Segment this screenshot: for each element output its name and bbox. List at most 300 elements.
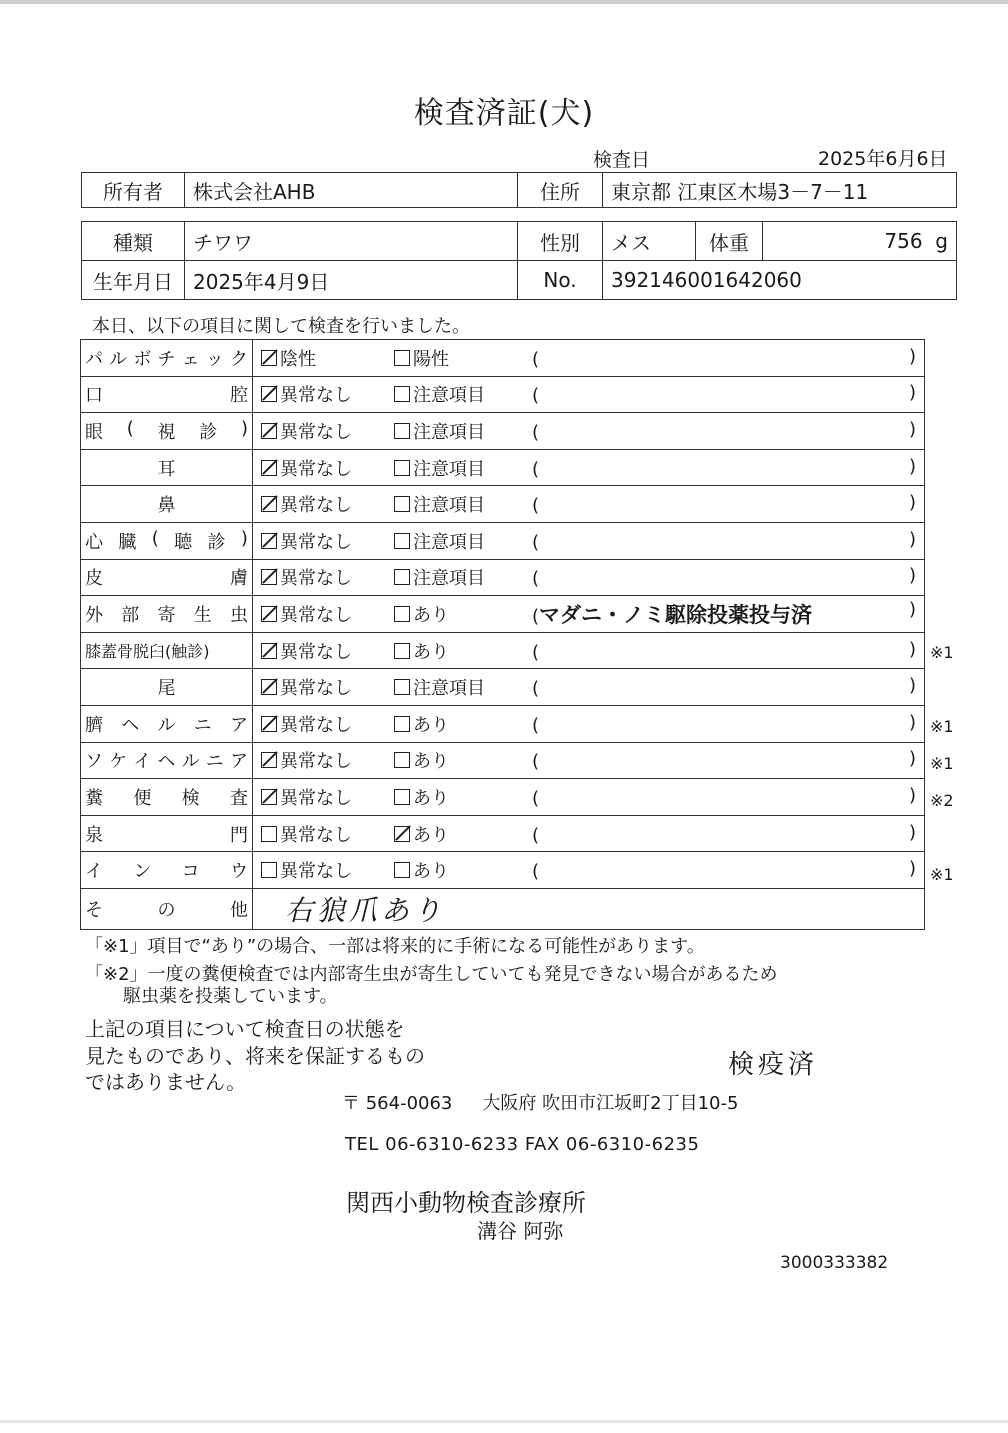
birth-value: 2025年4月9日	[185, 261, 518, 300]
check-row-other	[81, 888, 925, 929]
pet-info-table	[81, 221, 957, 300]
check-note	[524, 705, 925, 742]
check-item-char: 腔	[230, 385, 248, 407]
check-item-label	[81, 449, 253, 486]
check-item-label	[81, 669, 253, 706]
paren-open: (	[532, 348, 540, 370]
footnote-mark: ※1	[930, 753, 954, 773]
note-parentheses	[532, 529, 916, 553]
check-item-label	[81, 779, 253, 816]
check-item-char: 外	[85, 604, 103, 626]
check-option	[253, 559, 395, 596]
check-option	[394, 742, 524, 779]
note-open	[532, 492, 539, 516]
check-item-char: 診	[199, 421, 218, 443]
paren-close: )	[908, 492, 916, 514]
check-item-char: ニ	[193, 714, 212, 736]
checked-box-icon	[261, 533, 277, 549]
check-option-label: 陽性	[413, 348, 449, 370]
note-parentheses	[532, 565, 916, 589]
check-row	[81, 596, 925, 633]
number-label: No.	[518, 261, 603, 300]
footnote-1: 「※1」項目で“あり”の場合、一部は将来的に手術になる可能性があります。	[85, 936, 705, 957]
check-row	[81, 815, 925, 852]
paren-open: (	[532, 751, 540, 773]
check-option-label: 注意項目	[413, 568, 485, 590]
note-parentheses	[532, 492, 916, 516]
check-note	[524, 376, 925, 413]
check-option	[394, 559, 524, 596]
check-option	[253, 413, 395, 450]
footnote-mark: ※1	[930, 717, 954, 736]
paren-open: (	[532, 861, 540, 883]
check-item-char: 臓	[118, 531, 137, 553]
paren-open: (	[532, 495, 540, 517]
note-parentheses	[532, 822, 916, 846]
check-note	[524, 742, 925, 779]
paren-open: (	[532, 641, 540, 663]
note-open	[532, 858, 539, 882]
checkbox-icon	[394, 716, 410, 732]
check-item-char: ェ	[181, 348, 200, 370]
other-label-char: 他	[230, 899, 248, 921]
note-parentheses	[532, 599, 916, 629]
paren-open: (	[532, 531, 540, 553]
check-option	[253, 705, 395, 742]
check-item-char: ヘ	[157, 751, 176, 773]
check-item-char: (	[151, 527, 159, 549]
footnote-mark: ※1	[930, 864, 954, 884]
note-open	[532, 748, 539, 772]
note-parentheses	[532, 748, 916, 772]
check-option	[253, 852, 395, 889]
check-option	[394, 705, 524, 742]
check-option-label: 異常なし	[280, 641, 352, 663]
other-value-cell	[253, 888, 925, 929]
other-label-text	[85, 896, 248, 922]
check-item-char: 門	[230, 824, 248, 846]
check-item-label	[81, 486, 253, 523]
check-item-char: )	[240, 527, 248, 549]
check-item-char: 膚	[230, 568, 248, 590]
paren-close: )	[908, 748, 916, 770]
other-handwritten-value: 右狼爪あり	[285, 893, 446, 927]
checked-box-icon	[261, 752, 277, 768]
check-item-char: ル	[157, 714, 176, 736]
check-item-char: 聴	[174, 531, 193, 553]
footnote-2: 「※2」一度の糞便検査では内部寄生虫が寄生していても発見できない場合があるため	[85, 964, 778, 985]
checked-box-icon	[261, 423, 277, 439]
footnote-2-cont: 駆虫薬を投薬しています。	[123, 986, 338, 1007]
check-item-char: 口	[85, 385, 103, 407]
note-open	[532, 639, 539, 663]
check-option-label: 異常なし	[280, 861, 352, 883]
check-item-char: ン	[133, 861, 152, 883]
check-note	[524, 815, 925, 852]
paren-close: )	[908, 565, 916, 587]
checked-box-icon	[261, 716, 277, 732]
exam-checklist	[80, 339, 925, 930]
check-item-text	[85, 784, 248, 810]
check-row	[81, 669, 925, 706]
checkbox-icon	[394, 423, 410, 439]
check-option	[394, 340, 524, 377]
checkbox-icon	[394, 496, 410, 512]
check-item-label	[81, 632, 253, 669]
check-option-label: 異常なし	[280, 751, 352, 773]
check-option-label: 異常なし	[280, 604, 352, 626]
checked-box-icon	[261, 496, 277, 512]
check-item-label	[81, 376, 253, 413]
note-open	[532, 599, 812, 629]
checked-box-icon	[261, 350, 277, 366]
check-item-text	[85, 857, 248, 883]
check-item-name: 膝蓋骨脱臼(触診)	[85, 642, 210, 662]
paren-open: (	[532, 714, 540, 736]
paren-open: (	[532, 678, 540, 700]
owner-table	[81, 172, 957, 208]
check-option-label: 異常なし	[280, 385, 352, 407]
check-item-text	[85, 564, 248, 590]
check-item-text	[85, 711, 248, 737]
check-item-char: コ	[181, 861, 200, 883]
check-option-label: 陰性	[280, 348, 316, 370]
check-item-char: 検	[181, 787, 200, 809]
checkbox-icon	[394, 533, 410, 549]
check-item-char: ル	[181, 751, 200, 773]
check-option	[394, 486, 524, 523]
check-item-char: 便	[133, 787, 152, 809]
checkbox-icon	[394, 569, 410, 585]
check-item-char: パ	[85, 348, 103, 370]
document-title: 検査済証(犬)	[413, 96, 595, 131]
check-row	[81, 632, 925, 669]
paren-close: )	[908, 711, 916, 733]
check-option	[394, 596, 524, 633]
check-option-label: 異常なし	[280, 824, 352, 846]
check-note	[524, 413, 925, 450]
check-option-label: あり	[413, 751, 449, 773]
check-note	[524, 779, 925, 816]
sex-value: メス	[603, 222, 696, 261]
check-item-text	[85, 455, 248, 481]
note-text: マダニ・ノミ駆除投薬投与済	[539, 602, 813, 627]
paren-open: (	[532, 458, 540, 480]
paren-open: (	[532, 605, 540, 627]
check-item-char: ウ	[229, 861, 248, 883]
check-option	[394, 376, 524, 413]
check-option-label: 異常なし	[280, 421, 352, 443]
check-item-label	[81, 742, 253, 779]
check-item-label	[81, 852, 253, 889]
note-parentheses	[532, 382, 916, 406]
check-item-text	[85, 821, 248, 847]
exam-date-value: 2025年6月6日	[818, 148, 948, 170]
address-value: 東京都 江東区木場3－7－11	[603, 173, 957, 208]
note-open	[532, 529, 539, 553]
check-item-char: ル	[109, 348, 128, 370]
check-item-label	[81, 705, 253, 742]
checked-box-icon	[261, 569, 277, 585]
check-item-char: ニ	[205, 751, 224, 773]
check-note	[524, 486, 925, 523]
check-option	[253, 815, 395, 852]
check-item-char: 部	[121, 604, 140, 626]
check-item-text	[85, 601, 248, 627]
note-open	[532, 346, 539, 370]
breed-label: 種類	[82, 222, 185, 261]
checkbox-icon	[394, 606, 410, 622]
check-option	[394, 669, 524, 706]
check-item-label	[81, 413, 253, 450]
paren-close: )	[908, 598, 916, 620]
check-option-label: 異常なし	[280, 787, 352, 809]
checkbox-icon	[394, 460, 410, 476]
weight-unit: g	[935, 229, 948, 253]
check-note	[524, 632, 925, 669]
check-row	[81, 742, 925, 779]
check-item-char: 泉	[85, 824, 103, 846]
check-option-label: あり	[413, 714, 449, 736]
clinic-tel-fax: TEL 06-6310-6233 FAX 06-6310-6235	[345, 1134, 700, 1155]
check-option-label: 注意項目	[413, 678, 485, 700]
check-row	[81, 340, 925, 377]
check-item-name: 尾	[157, 678, 176, 700]
note-parentheses	[532, 712, 916, 736]
check-option	[253, 522, 395, 559]
check-item-label	[81, 596, 253, 633]
check-note	[524, 522, 925, 559]
check-item-char: 診	[207, 531, 226, 553]
paren-open: (	[532, 385, 540, 407]
check-item-text	[85, 345, 248, 371]
note-parentheses	[532, 639, 916, 663]
checkbox-icon	[261, 826, 277, 842]
check-option-label: 注意項目	[413, 531, 485, 553]
note-parentheses	[532, 675, 916, 699]
checkbox-icon	[394, 350, 410, 366]
check-item-char: 寄	[157, 604, 176, 626]
quarantine-stamp-text: 検疫済	[728, 1050, 819, 1080]
check-item-char: ア	[230, 714, 248, 736]
footnote-mark: ※1	[930, 643, 954, 663]
disclaimer-line-3: ではありません。	[85, 1070, 247, 1094]
check-row	[81, 522, 925, 559]
clinic-address-text: 大阪府 吹田市江坂町2丁目10-5	[482, 1093, 739, 1114]
check-item-text	[85, 639, 248, 662]
check-option	[253, 340, 395, 377]
paren-close: )	[908, 382, 916, 404]
check-item-text	[85, 491, 248, 517]
check-item-char: ア	[229, 751, 248, 773]
paren-close: )	[908, 345, 916, 367]
checked-box-icon	[261, 386, 277, 402]
checked-box-icon	[261, 606, 277, 622]
paren-close: )	[908, 418, 916, 440]
check-option-label: 異常なし	[280, 678, 352, 700]
intro-text: 本日、以下の項目に関して検査を行いました。	[92, 316, 470, 337]
check-item-text	[85, 381, 248, 407]
clinic-address	[342, 1089, 738, 1115]
checked-box-icon	[394, 826, 410, 842]
check-item-label	[81, 522, 253, 559]
note-open	[532, 456, 539, 480]
checked-box-icon	[261, 679, 277, 695]
check-item-char: 生	[193, 604, 212, 626]
check-option-label: 注意項目	[413, 421, 485, 443]
note-open	[532, 382, 539, 406]
checkbox-icon	[394, 789, 410, 805]
owner-label: 所有者	[82, 173, 185, 208]
paren-open: (	[532, 787, 540, 809]
check-option-label: あり	[413, 787, 449, 809]
check-option-label: あり	[413, 641, 449, 663]
paren-close: )	[908, 638, 916, 660]
check-item-char: 心	[85, 531, 103, 553]
disclaimer-line-1: 上記の項目について検査日の状態を	[85, 1017, 405, 1041]
check-item-label	[81, 340, 253, 377]
check-option	[253, 779, 395, 816]
check-option	[253, 449, 395, 486]
check-row	[81, 486, 925, 523]
check-option	[394, 632, 524, 669]
clinic-zip: 〒 564-0063	[342, 1093, 453, 1114]
disclaimer-line-2: 見たものであり、将来を保証するもの	[85, 1044, 425, 1068]
check-item-char: 糞	[85, 787, 103, 809]
paren-close: )	[908, 455, 916, 477]
note-open	[532, 675, 539, 699]
weight-number: 756	[884, 229, 923, 253]
check-item-char: 臍	[85, 714, 103, 736]
checked-box-icon	[261, 789, 277, 805]
check-item-text	[85, 747, 248, 773]
check-item-text	[85, 418, 248, 444]
footnote-mark: ※2	[930, 790, 954, 810]
check-option	[253, 632, 395, 669]
check-option-label: 注意項目	[413, 458, 485, 480]
check-option-label: あり	[413, 824, 449, 846]
check-item-char: ッ	[205, 348, 224, 370]
check-option	[394, 522, 524, 559]
check-item-char: 虫	[230, 604, 248, 626]
other-label	[81, 888, 253, 929]
note-parentheses	[532, 858, 916, 882]
breed-value: チワワ	[185, 222, 518, 261]
note-parentheses	[532, 419, 916, 443]
note-open	[532, 419, 539, 443]
check-item-text	[85, 528, 248, 554]
check-item-char: ボ	[133, 348, 152, 370]
note-open	[532, 565, 539, 589]
check-option	[394, 779, 524, 816]
check-option-label: 異常なし	[280, 714, 352, 736]
number-value: 392146001642060	[603, 261, 957, 300]
owner-value: 株式会社AHB	[185, 173, 518, 208]
note-open	[532, 822, 539, 846]
paren-close: )	[908, 858, 916, 880]
paren-open: (	[532, 568, 540, 590]
check-item-char: ヘ	[121, 714, 140, 736]
check-option-label: あり	[413, 604, 449, 626]
paren-close: )	[908, 675, 916, 697]
note-parentheses	[532, 346, 916, 370]
check-option	[253, 742, 395, 779]
other-label-char: の	[157, 899, 176, 921]
check-note	[524, 340, 925, 377]
check-item-label	[81, 815, 253, 852]
check-row	[81, 376, 925, 413]
check-option	[394, 449, 524, 486]
check-item-char: (	[126, 417, 134, 439]
check-item-char: 査	[229, 787, 248, 809]
scan-bottom-edge	[0, 1420, 1008, 1423]
checked-box-icon	[261, 460, 277, 476]
checked-box-icon	[261, 643, 277, 659]
check-item-char: 皮	[85, 568, 103, 590]
paren-close: )	[908, 821, 916, 843]
check-item-char: チ	[157, 348, 176, 370]
weight-value	[763, 222, 957, 261]
weight-label: 体重	[696, 222, 763, 261]
check-item-name: 鼻	[157, 495, 176, 517]
paren-open: (	[532, 824, 540, 846]
check-item-char: ク	[229, 348, 248, 370]
check-option-label: 異常なし	[280, 495, 352, 517]
check-item-char: イ	[85, 861, 103, 883]
check-item-char: イ	[133, 751, 152, 773]
check-row	[81, 779, 925, 816]
check-option-label: あり	[413, 861, 449, 883]
document-id: 3000333382	[780, 1253, 889, 1273]
check-item-label	[81, 559, 253, 596]
checkbox-icon	[394, 386, 410, 402]
check-option	[394, 852, 524, 889]
check-option	[253, 596, 395, 633]
note-open	[532, 785, 539, 809]
check-item-text	[85, 674, 248, 700]
check-row	[81, 449, 925, 486]
other-label-char: そ	[85, 899, 103, 921]
check-option-label: 異常なし	[280, 568, 352, 590]
check-option	[394, 815, 524, 852]
check-item-char: ソ	[85, 751, 103, 773]
clinic-person: 溝谷 阿弥	[477, 1219, 564, 1243]
check-option	[253, 376, 395, 413]
exam-date-label: 検査日	[593, 149, 651, 171]
clinic-name: 関西小動物検査診療所	[346, 1189, 586, 1217]
sex-label: 性別	[518, 222, 603, 261]
paren-close: )	[908, 528, 916, 550]
check-option	[394, 413, 524, 450]
birth-label: 生年月日	[82, 261, 185, 300]
address-label: 住所	[518, 173, 603, 208]
scan-top-edge	[0, 0, 1008, 4]
paren-close: )	[908, 784, 916, 806]
check-row	[81, 852, 925, 889]
check-note	[524, 559, 925, 596]
check-option-label: 異常なし	[280, 531, 352, 553]
check-item-name: 耳	[157, 458, 176, 480]
check-row	[81, 705, 925, 742]
check-item-char: )	[240, 417, 248, 439]
check-option	[253, 669, 395, 706]
check-row	[81, 559, 925, 596]
check-option	[253, 486, 395, 523]
check-item-char: 視	[157, 421, 176, 443]
note-parentheses	[532, 785, 916, 809]
checkbox-icon	[394, 643, 410, 659]
checkbox-icon	[394, 862, 410, 878]
